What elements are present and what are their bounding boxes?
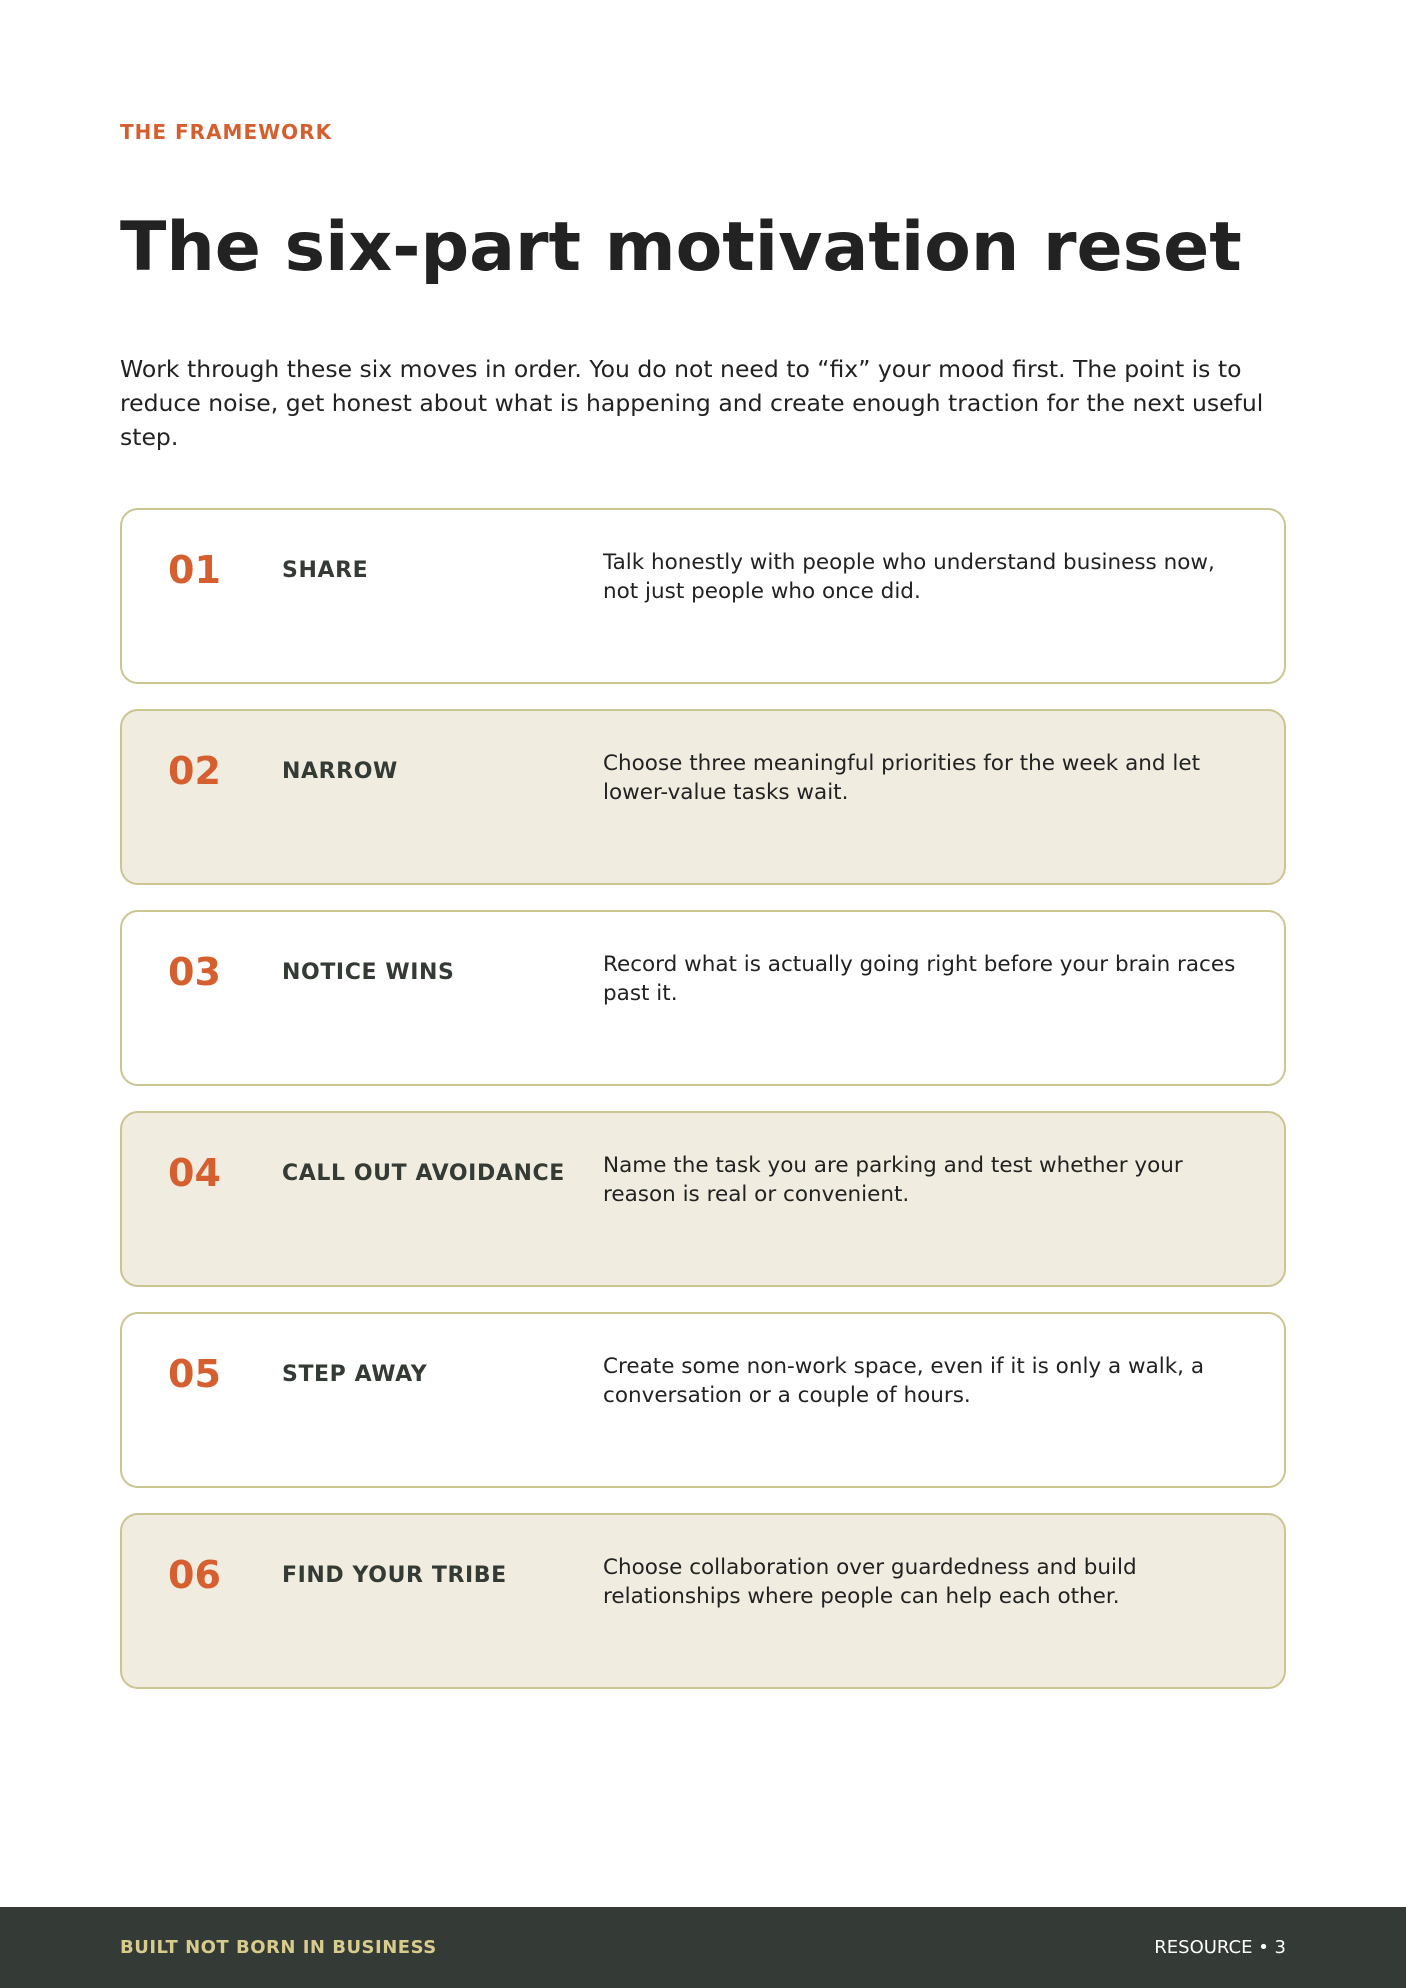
step-description: Record what is actually going right before your brain races past it. bbox=[603, 952, 1236, 1006]
footer-page-label: RESOURCE • 3 bbox=[1154, 1937, 1286, 1958]
step-description: Name the task you are parking and test whether your reason is real or convenient. bbox=[603, 1153, 1183, 1207]
step-name: NOTICE WINS bbox=[282, 960, 455, 985]
page-title: The six-part motivation reset bbox=[120, 208, 1242, 287]
step-card-call-out-avoidance bbox=[120, 1111, 1286, 1287]
step-number: 02 bbox=[168, 749, 221, 793]
step-number: 01 bbox=[168, 548, 221, 592]
step-name: STEP AWAY bbox=[282, 1362, 428, 1387]
step-name: CALL OUT AVOIDANCE bbox=[282, 1161, 565, 1186]
step-card-narrow bbox=[120, 709, 1286, 885]
step-name: SHARE bbox=[282, 558, 369, 583]
intro-paragraph: Work through these six moves in order. You do not need to “fix” your mood first. The point is to reduce noise, get honest about what is happening and create enough traction for the next useful step. bbox=[120, 355, 1264, 451]
step-name: NARROW bbox=[282, 759, 398, 784]
step-description: Choose three meaningful priorities for the week and let lower-value tasks wait. bbox=[603, 751, 1200, 805]
step-card-notice-wins bbox=[120, 910, 1286, 1086]
step-card-share bbox=[120, 508, 1286, 684]
page-footer bbox=[0, 1907, 1406, 1988]
step-description: Talk honestly with people who understand business now, not just people who once did. bbox=[603, 550, 1215, 604]
footer-brand: BUILT NOT BORN IN BUSINESS bbox=[120, 1937, 437, 1958]
step-number: 04 bbox=[168, 1151, 221, 1195]
step-card-step-away bbox=[120, 1312, 1286, 1488]
step-number: 05 bbox=[168, 1352, 221, 1396]
step-card-find-your-tribe bbox=[120, 1513, 1286, 1689]
step-description: Create some non-work space, even if it is only a walk, a conversation or a couple of hours. bbox=[603, 1354, 1205, 1408]
step-number: 06 bbox=[168, 1553, 221, 1597]
step-description: Choose collaboration over guardedness and build relationships where people can help each other. bbox=[603, 1555, 1137, 1609]
step-name: FIND YOUR TRIBE bbox=[282, 1563, 507, 1588]
step-number: 03 bbox=[168, 950, 221, 994]
section-eyebrow: THE FRAMEWORK bbox=[120, 120, 333, 144]
